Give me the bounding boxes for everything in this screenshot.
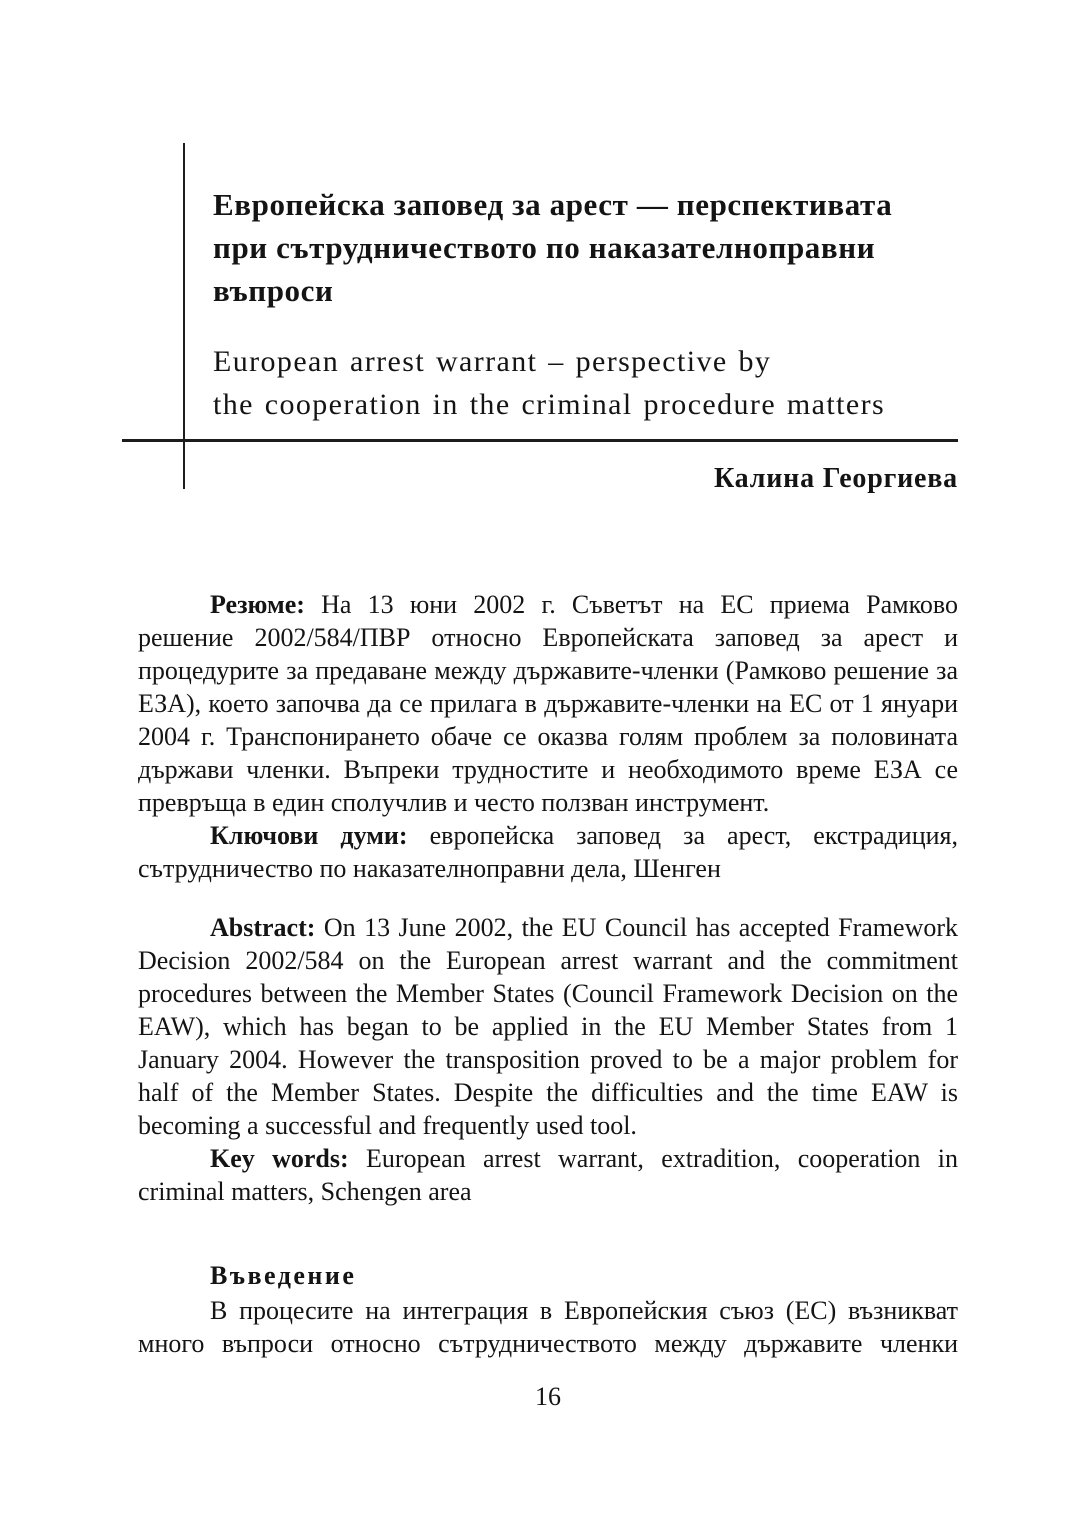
title-en-line-2: the cooperation in the criminal procedure matters	[213, 388, 886, 421]
keywords-bg-text: европейска заповед за арест, екстрадиция, сътрудничество по наказателноправни дела, Шенген	[138, 821, 958, 883]
author-name: Калина Георгиева	[713, 463, 958, 494]
article-header	[213, 183, 961, 426]
header-vertical-rule	[183, 143, 185, 489]
keywords-en-label: Key words:	[210, 1144, 349, 1173]
abstract-en-label: Abstract:	[210, 913, 316, 942]
abstract-bg-text: На 13 юни 2002 г. Съветът на ЕС приема Рамково решение 2002/584/ПВР относно Европейската заповед за арест и процедурите за предаване между държавите-членки (Рамково решение за ЕЗА), което започва да се прилага в държавите-членки на ЕС от 1 януари 2004 г. Транспонирането обаче се оказва голям проблем за половината държави членки. Въпреки трудностите и необходимото време ЕЗА се превръща в един сполучлив и често ползван инструмент.	[138, 590, 958, 817]
title-bg-line-2: при сътрудничеството по наказателноправни	[213, 230, 876, 265]
header-horizontal-rule	[122, 439, 958, 442]
keywords-en-paragraph	[138, 1142, 958, 1208]
abstract-en-text: On 13 June 2002, the EU Council has accepted Framework Decision 2002/584 on the European arrest warrant and the commitment procedures between the Member States (Council Framework Decision on the EAW), which has began to be applied in the EU Member States from 1 January 2004. However the transposition proved to be a major problem for half of the Member States. Despite the difficulties and the time EAW is becoming a successful and frequently used tool.	[138, 913, 958, 1140]
abstract-bg-label: Резюме:	[210, 590, 305, 619]
abstract-en-paragraph	[138, 911, 958, 1142]
article-title-english	[213, 340, 961, 426]
keywords-bg-paragraph	[138, 819, 958, 885]
keywords-bg-label: Ключови думи:	[210, 821, 408, 850]
title-bg-line-1: Европейска заповед за арест — перспективата	[213, 187, 893, 222]
introduction-paragraph: В процесите на интеграция в Европейския съюз (ЕС) възникват много въпроси относно сътрудничеството между държавите членки	[138, 1296, 958, 1358]
keywords-en-text: European arrest warrant, extradition, cooperation in criminal matters, Schengen area	[138, 1144, 958, 1206]
article-title-bulgarian	[213, 183, 961, 312]
abstract-bg-paragraph	[138, 588, 958, 819]
title-en-line-1: European arrest warrant – perspective by	[213, 345, 772, 378]
title-bg-line-3: въпроси	[213, 273, 334, 308]
article-body	[138, 588, 958, 1360]
page-number: 16	[535, 1382, 561, 1411]
introduction-heading: Въведение	[210, 1261, 357, 1290]
